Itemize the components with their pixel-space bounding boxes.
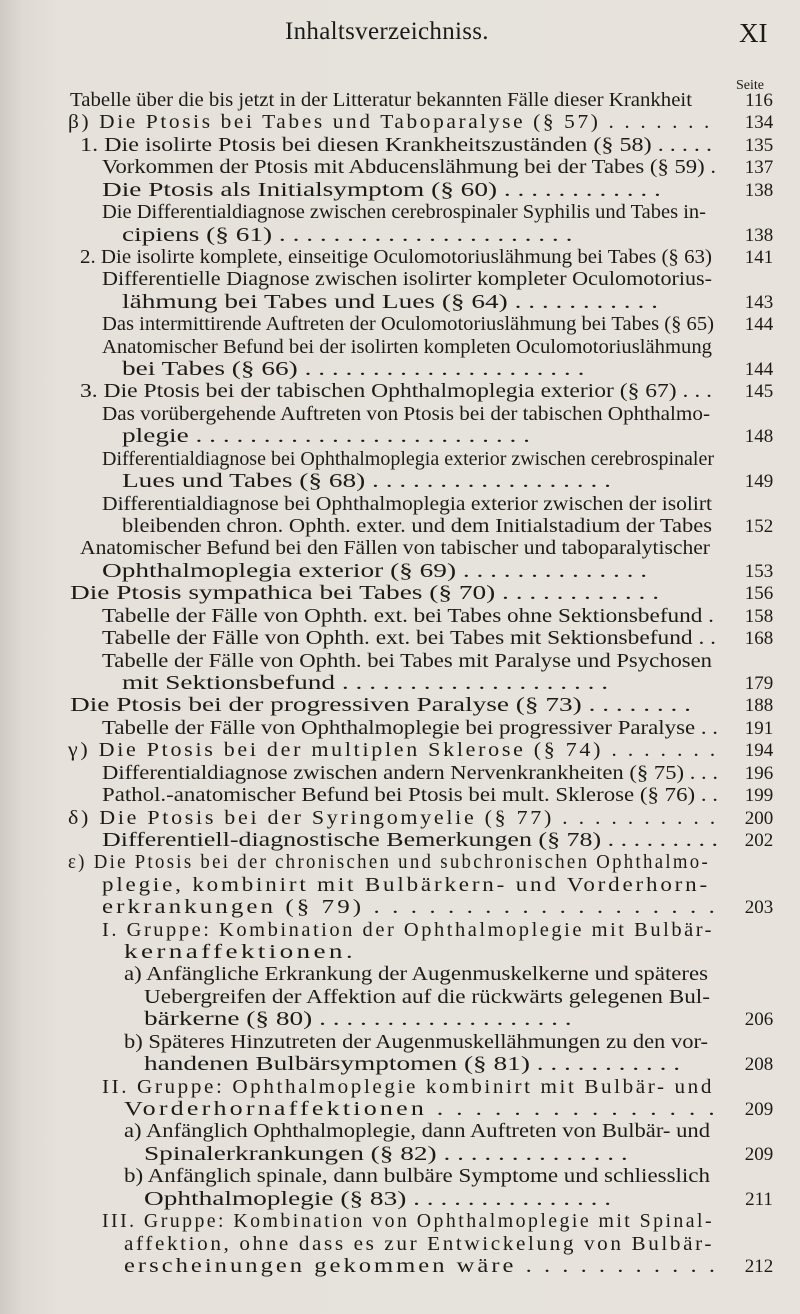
- toc-entry: [0, 1077, 800, 1099]
- toc-entry-text: Differentielle Diagnose zwischen isolirter kompleter Oculomotorius-: [102, 269, 712, 291]
- toc-entry-text: Tabelle der Fälle von Ophthalmoplegie bei progressiver Paralyse . .: [102, 717, 718, 739]
- toc-entry: [0, 404, 800, 426]
- toc-entry-text: 3. Die Ptosis bei der tabischen Ophthalmoplegia exterior (§ 67) . . .: [80, 381, 712, 403]
- toc-entry-page: 212: [744, 1255, 774, 1277]
- toc-entry-text: kernaffektionen.: [124, 942, 356, 964]
- toc-entry-page: 144: [744, 359, 774, 381]
- toc-entry-text: Tabelle der Fälle von Ophth. ext. bei Tabes mit Sektionsbefund . .: [102, 628, 716, 650]
- toc-entry-text: Vorderhornaffektionen . . . . . . . . . . . . . . .: [124, 1098, 718, 1120]
- page-number: XI: [739, 18, 768, 48]
- toc-entry-page: 211: [745, 1188, 773, 1210]
- toc-entry: [0, 1032, 800, 1054]
- toc-entry-text: mit Sektionsbefund . . . . . . . . . . . . . . . . . . . .: [122, 672, 609, 694]
- toc-entry-text: Die Ptosis als Initialsymptom (§ 60) . . . . . . . . . . . .: [102, 179, 661, 201]
- toc-entry: [0, 785, 800, 807]
- toc-entry: [0, 875, 800, 897]
- toc-entry-text: Die Differentialdiagnose zwischen cerebrospinaler Syphilis und Tabes in-: [102, 202, 706, 224]
- toc-entry-text: bei Tabes (§ 66) . . . . . . . . . . . . . . . . . . . . .: [122, 359, 585, 381]
- toc-entry-text: Spinalerkrankungen (§ 82) . . . . . . . . . . . . . .: [144, 1143, 628, 1165]
- toc-entry: [0, 494, 800, 516]
- toc-entry-text: b) Anfänglich spinale, dann bulbäre Symptome und schliesslich: [124, 1166, 710, 1188]
- toc-entry: [0, 1256, 800, 1278]
- toc-entry-page: 202: [744, 829, 774, 851]
- toc-entry: [0, 987, 800, 1009]
- table-of-contents: [0, 90, 800, 1278]
- toc-entry-text: Das intermittirende Auftreten der Oculomotoriuslähmung bei Tabes (§ 65): [102, 314, 714, 336]
- toc-entry-page: 149: [744, 471, 774, 493]
- toc-entry-page: 168: [744, 628, 774, 650]
- toc-entry: [0, 1234, 800, 1256]
- toc-entry: [0, 471, 800, 493]
- toc-entry-text: lähmung bei Tabes und Lues (§ 64) . . . . . . . . . . .: [122, 291, 658, 313]
- toc-entry-text: Anatomischer Befund bei der isolirten kompleten Oculomotoriuslähmung: [102, 336, 712, 358]
- page-title: Inhaltsverzeichniss.: [285, 18, 489, 45]
- toc-entry-text: Ophthalmoplegia exterior (§ 69) . . . . . . . . . . . . . .: [102, 560, 648, 582]
- toc-entry: [0, 1144, 800, 1166]
- toc-entry: [0, 381, 800, 403]
- toc-entry: [0, 852, 800, 874]
- toc-entry-text: ε) Die Ptosis bei der chronischen und subchronischen Ophthalmo-: [68, 852, 710, 874]
- toc-entry-page: 196: [744, 762, 774, 784]
- toc-entry-text: a) Anfänglich Ophthalmoplegie, dann Auftreten von Bulbär- und: [124, 1121, 710, 1143]
- toc-entry-text: δ) Die Ptosis bei der Syringomyelie (§ 77) . . . . . . . . . .: [68, 807, 718, 829]
- toc-entry: [0, 897, 800, 919]
- toc-entry-text: 1. Die isolirte Ptosis bei diesen Krankheitszuständen (§ 58) . . . . .: [80, 134, 712, 156]
- toc-entry-text: Ophthalmoplegie (§ 83) . . . . . . . . . . . . . . .: [144, 1188, 612, 1210]
- toc-entry-page: 209: [744, 1098, 774, 1120]
- toc-entry-text: Tabelle der Fälle von Ophth. bei Tabes mit Paralyse und Psychosen: [102, 650, 712, 672]
- toc-entry: [0, 269, 800, 291]
- toc-entry-page: 179: [744, 672, 774, 694]
- toc-entry: [0, 449, 800, 471]
- toc-entry: [0, 606, 800, 628]
- toc-entry-text: I. Gruppe: Kombination der Ophthalmoplegie mit Bulbär-: [102, 919, 714, 941]
- toc-entry-text: erkrankungen (§ 79) . . . . . . . . . . . . . . . . . . .: [102, 897, 718, 919]
- toc-entry-page: 199: [744, 785, 774, 807]
- toc-entry-page: 191: [744, 717, 774, 739]
- toc-entry-text: Pathol.-anatomischer Befund bei Ptosis bei mult. Sklerose (§ 76) . .: [102, 785, 718, 807]
- toc-entry: [0, 628, 800, 650]
- toc-entry-page: 153: [744, 560, 774, 582]
- toc-entry-text: Lues und Tabes (§ 68) . . . . . . . . . . . . . . . . . .: [122, 471, 611, 493]
- toc-entry: [0, 337, 800, 359]
- toc-entry: [0, 135, 800, 157]
- toc-entry-text: Differentialdiagnose bei Ophthalmoplegia exterior zwischen der isolirt: [102, 493, 712, 515]
- toc-entry-text: plegie, kombinirt mit Bulbärkern- und Vorderhorn-: [102, 874, 710, 896]
- toc-entry-page: 208: [744, 1054, 774, 1076]
- toc-entry: [0, 740, 800, 762]
- toc-entry: [0, 561, 800, 583]
- toc-entry-page: 138: [744, 179, 774, 201]
- toc-entry: [0, 830, 800, 852]
- toc-entry-page: 143: [744, 291, 774, 313]
- toc-entry-text: Anatomischer Befund bei den Fällen von tabischer und taboparalytischer: [80, 538, 710, 560]
- toc-entry-text: handenen Bulbärsymptomen (§ 81) . . . . . . . . . . .: [144, 1054, 681, 1076]
- toc-entry-text: erscheinungen gekommen wäre . . . . . . . . . . .: [124, 1255, 718, 1277]
- toc-entry-page: 188: [744, 695, 774, 717]
- toc-entry: [0, 157, 800, 179]
- toc-entry: [0, 695, 800, 717]
- toc-entry-page: 152: [744, 516, 774, 538]
- running-header: [0, 14, 800, 54]
- toc-entry: [0, 651, 800, 673]
- toc-entry-page: 137: [744, 157, 774, 179]
- toc-entry-page: 200: [744, 807, 774, 829]
- toc-entry-page: 141: [744, 246, 774, 268]
- toc-entry-text: 2. Die isolirte komplete, einseitige Oculomotoriuslähmung bei Tabes (§ 63): [80, 246, 712, 268]
- toc-entry-page: 116: [745, 90, 773, 111]
- toc-entry-page: 206: [744, 1009, 774, 1031]
- toc-entry-text: Uebergreifen der Affektion auf die rückwärts gelegenen Bul-: [144, 986, 710, 1008]
- toc-entry: [0, 1009, 800, 1031]
- toc-entry-text: plegie . . . . . . . . . . . . . . . . . . . . . . . . .: [122, 426, 530, 448]
- toc-entry-page: 203: [744, 897, 774, 919]
- toc-entry-page: 138: [744, 224, 774, 246]
- toc-entry: [0, 90, 800, 112]
- toc-entry: [0, 1121, 800, 1143]
- toc-entry-text: II. Gruppe: Ophthalmoplegie kombinirt mit Bulbär- und: [102, 1076, 714, 1098]
- toc-entry: [0, 583, 800, 605]
- toc-entry-text: Die Ptosis bei der progressiven Paralyse (§ 73) . . . . . . . .: [70, 695, 691, 717]
- toc-entry-text: bärkerne (§ 80) . . . . . . . . . . . . . . . . . . .: [144, 1009, 572, 1031]
- toc-entry-text: Die Ptosis sympathica bei Tabes (§ 70) . . . . . . . . . . . .: [70, 583, 660, 605]
- toc-entry: [0, 718, 800, 740]
- toc-entry-text: Tabelle der Fälle von Ophth. ext. bei Tabes ohne Sektionsbefund .: [102, 605, 714, 627]
- toc-entry: [0, 516, 800, 538]
- toc-entry-page: 148: [744, 426, 774, 448]
- toc-entry-page: 134: [744, 112, 774, 134]
- toc-entry-text: Differentiell-diagnostische Bemerkungen (§ 78) . . . . . . . . .: [102, 829, 718, 851]
- toc-entry: [0, 942, 800, 964]
- toc-entry-page: 194: [744, 740, 774, 762]
- toc-entry-page: 156: [744, 583, 774, 605]
- toc-entry: [0, 314, 800, 336]
- toc-entry-page: 158: [744, 605, 774, 627]
- toc-entry: [0, 964, 800, 986]
- toc-entry-text: a) Anfängliche Erkrankung der Augenmuskelkerne und späteres: [124, 964, 708, 986]
- toc-entry-text: bleibenden chron. Ophth. exter. und dem Initialstadium der Tabes: [122, 516, 712, 538]
- toc-entry-text: Differentialdiagnose bei Ophthalmoplegia exterior zwischen cerebrospinaler: [102, 448, 714, 470]
- toc-entry-page: 209: [744, 1143, 774, 1165]
- toc-entry: [0, 292, 800, 314]
- toc-entry-text: Tabelle über die bis jetzt in der Litteratur bekannten Fälle dieser Krankheit: [70, 90, 692, 111]
- toc-entry-text: b) Späteres Hinzutreten der Augenmuskellähmungen zu den vor-: [124, 1031, 708, 1053]
- toc-entry: [0, 180, 800, 202]
- toc-entry-text: cipiens (§ 61) . . . . . . . . . . . . . . . . . . . . . .: [122, 224, 573, 246]
- toc-entry: [0, 1189, 800, 1211]
- toc-entry: [0, 763, 800, 785]
- toc-entry: [0, 1166, 800, 1188]
- toc-entry-text: γ) Die Ptosis bei der multiplen Sklerose (§ 74) . . . . . . .: [68, 740, 718, 762]
- toc-entry: [0, 538, 800, 560]
- toc-entry-page: 135: [744, 134, 774, 156]
- toc-entry-page: 144: [744, 314, 774, 336]
- toc-entry-text: III. Gruppe: Kombination von Ophthalmoplegie mit Spinal-: [102, 1211, 714, 1233]
- toc-entry-text: affektion, ohne dass es zur Entwickelung von Bulbär-: [124, 1233, 714, 1255]
- toc-entry-text: Vorkommen der Ptosis mit Abducenslähmung bei der Tabes (§ 59) .: [102, 157, 716, 179]
- toc-entry: [0, 1099, 800, 1121]
- toc-entry-text: β) Die Ptosis bei Tabes und Taboparalyse (§ 57) . . . . . . .: [68, 112, 712, 134]
- toc-entry-text: Differentialdiagnose zwischen andern Nervenkrankheiten (§ 75) . . .: [102, 762, 718, 784]
- toc-entry: [0, 808, 800, 830]
- toc-entry: [0, 673, 800, 695]
- toc-entry: [0, 920, 800, 942]
- page-column-label: Seite: [736, 78, 764, 93]
- toc-entry: [0, 247, 800, 269]
- toc-entry: [0, 112, 800, 134]
- toc-entry: [0, 359, 800, 381]
- toc-entry: [0, 225, 800, 247]
- toc-entry: [0, 1211, 800, 1233]
- toc-entry: [0, 1054, 800, 1076]
- toc-entry: [0, 202, 800, 224]
- toc-entry: [0, 426, 800, 448]
- toc-entry-page: 145: [744, 381, 774, 403]
- toc-entry-text: Das vorübergehende Auftreten von Ptosis bei der tabischen Ophthalmo-: [102, 403, 710, 425]
